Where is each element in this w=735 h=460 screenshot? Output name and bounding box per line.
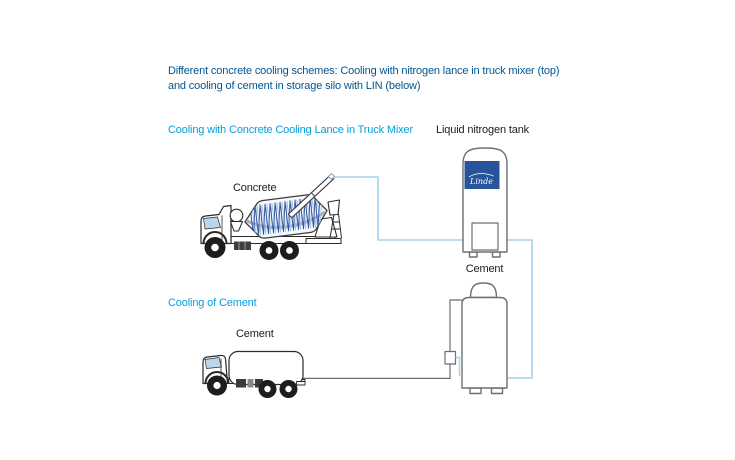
cement-truck (203, 352, 305, 399)
pipe-valve (445, 352, 456, 365)
tanker-rear-bracket (297, 382, 306, 386)
lin-tank-foot-right (493, 252, 501, 257)
silo-foot-right (492, 388, 503, 394)
liquid-nitrogen-tank-label: Liquid nitrogen tank (436, 124, 530, 136)
silo-dome (471, 283, 497, 298)
linde-logo-text: Linde (470, 177, 493, 186)
mixer-fuel-tank (234, 242, 251, 251)
figure-caption-line2: and cooling of cement in storage silo with LIN (below) (168, 79, 421, 92)
mixer-hopper (230, 209, 243, 222)
mixer-hopper-funnel (231, 222, 243, 232)
cement-truck-label: Cement (236, 328, 274, 340)
heading-truck-mixer-cooling: Cooling with Concrete Cooling Lance in Truck Mixer (168, 124, 414, 136)
lance-supply-line (333, 177, 463, 240)
mixer-truck (201, 174, 342, 261)
mixer-chute (328, 200, 340, 215)
lin-to-silo-line (507, 240, 532, 378)
cement-silo-label: Cement (465, 263, 504, 275)
silo-foot-left (470, 388, 481, 394)
mixer-windshield (204, 217, 221, 229)
valve-lin-line (456, 358, 463, 376)
tanker-side-box-1 (236, 379, 246, 388)
cement-fill-pipe (303, 300, 462, 378)
heading-cement-cooling: Cooling of Cement (168, 297, 257, 309)
lin-tank-foot-left (470, 252, 478, 257)
lin-tank (463, 148, 507, 257)
mixer-rear-step (306, 239, 341, 244)
silo-body (462, 298, 507, 389)
lin-tank-door (472, 223, 498, 250)
figure-caption-line1: Different concrete cooling schemes: Cooling with nitrogen lance in truck mixer (top) (168, 65, 560, 77)
tanker-windshield (205, 358, 222, 369)
concrete-label: Concrete (233, 182, 277, 194)
tanker-side-box-2 (248, 379, 254, 388)
